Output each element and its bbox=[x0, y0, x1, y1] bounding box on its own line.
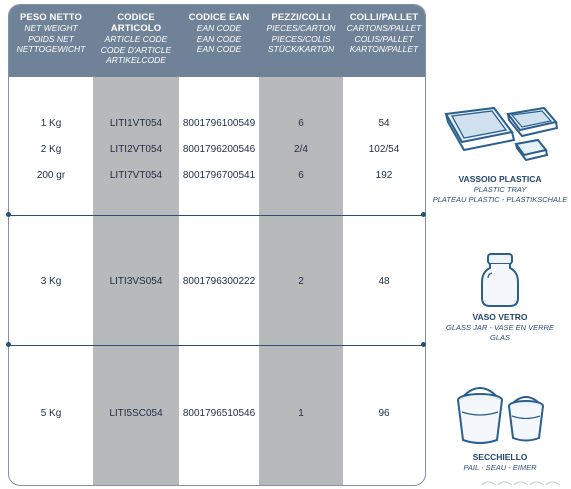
header-sub: NET WEIGHT bbox=[24, 23, 78, 33]
header-sub: STÜCK/KARTON bbox=[267, 44, 335, 54]
pallet-cell: 192 bbox=[375, 170, 393, 181]
decorative-watermark bbox=[478, 477, 568, 487]
weight-cell: 3 Kg bbox=[40, 276, 62, 287]
code-cell: LITI7VT054 bbox=[109, 170, 163, 181]
pieces-cell: 6 bbox=[298, 170, 304, 181]
header-sub: EAN CODE bbox=[196, 23, 242, 33]
header-sub: KARTON/PALLET bbox=[349, 44, 419, 54]
group-divider bbox=[9, 215, 425, 216]
pieces-cell: 1 bbox=[298, 408, 304, 419]
header-title: CODICE ARTICOLO bbox=[110, 12, 162, 34]
pallet-cell: 54 bbox=[378, 118, 390, 129]
ean-cell: 8001796510546 bbox=[182, 408, 256, 419]
package-sub: PAIL - SEAU - EIMER bbox=[463, 463, 537, 472]
header-sub: CODE D'ARTICLE bbox=[100, 44, 172, 55]
code-cell: LITI5SC054 bbox=[109, 408, 163, 419]
package-name: VASSOIO PLASTICA bbox=[458, 174, 542, 184]
package-name: SECCHIELLO bbox=[472, 452, 528, 462]
header-net-weight bbox=[9, 12, 93, 55]
weight-cell: 2 Kg bbox=[40, 144, 62, 155]
weight-cell: 5 Kg bbox=[40, 408, 62, 419]
header-title: PEZZI/COLLI bbox=[271, 12, 331, 23]
header-sub: ARTIKELCODE bbox=[106, 55, 166, 65]
divider-dot bbox=[6, 212, 11, 217]
header-sub: ARTICLE CODE bbox=[104, 34, 168, 44]
weight-cell: 1 Kg bbox=[40, 118, 62, 129]
package-sub: GLASS JAR - VASE EN VERRE bbox=[446, 323, 554, 332]
header-title: COLLI/PALLET bbox=[349, 12, 419, 23]
header-article-code bbox=[93, 12, 179, 66]
pieces-cell: 2/4 bbox=[294, 144, 308, 155]
ean-cell: 8001796300222 bbox=[182, 276, 256, 287]
code-cell: LITI1VT054 bbox=[109, 118, 163, 129]
code-cell: LITI3VS054 bbox=[109, 276, 163, 287]
plastic-tray-icon bbox=[440, 98, 560, 168]
ean-cell: 8001796700541 bbox=[182, 170, 256, 181]
package-name: VASO VETRO bbox=[472, 312, 528, 322]
header-sub: POIDS NET bbox=[28, 33, 74, 44]
bucket-icon bbox=[452, 378, 552, 448]
header-title: CODICE EAN bbox=[188, 12, 250, 23]
code-cell: LITI2VT054 bbox=[109, 144, 163, 155]
pallet-cell: 102/54 bbox=[368, 144, 400, 155]
divider-dot bbox=[6, 342, 11, 347]
header-sub: PIECES/CARTON bbox=[266, 23, 336, 33]
pieces-cell: 6 bbox=[298, 118, 304, 129]
header-sub: EAN CODE bbox=[196, 33, 242, 44]
package-label-tray bbox=[432, 174, 568, 205]
header-pieces bbox=[259, 12, 343, 55]
header-sub: PIECES/COLIS bbox=[271, 33, 331, 44]
ean-cell: 8001796100549 bbox=[182, 118, 256, 129]
header-sub: COLIS/PALLET bbox=[354, 33, 414, 44]
pieces-cell: 2 bbox=[298, 276, 304, 287]
pallet-cell: 48 bbox=[378, 276, 390, 287]
header-ean-code bbox=[179, 12, 259, 55]
package-label-jar bbox=[432, 312, 568, 343]
header-sub: NETTOGEWICHT bbox=[16, 44, 86, 54]
header-pallet bbox=[343, 12, 425, 55]
ean-cell: 8001796200546 bbox=[182, 144, 256, 155]
weight-cell: 200 gr bbox=[36, 170, 66, 181]
divider-dot bbox=[421, 212, 426, 217]
package-sub: GLAS bbox=[489, 333, 510, 342]
header-sub: EAN CODE bbox=[196, 44, 242, 54]
table-header bbox=[9, 5, 425, 77]
header-title: PESO NETTO bbox=[19, 12, 83, 23]
divider-dot bbox=[421, 342, 426, 347]
package-label-bucket bbox=[432, 452, 568, 473]
header-sub: CARTONS/PALLET bbox=[346, 23, 422, 33]
package-sub: PLASTIC TRAY bbox=[473, 185, 527, 194]
product-table bbox=[8, 4, 426, 486]
package-sub: PLATEAU PLASTIC - PLASTIKSCHALE bbox=[432, 195, 568, 204]
glass-jar-icon bbox=[478, 252, 522, 308]
group-divider bbox=[9, 345, 425, 346]
pallet-cell: 96 bbox=[378, 408, 390, 419]
